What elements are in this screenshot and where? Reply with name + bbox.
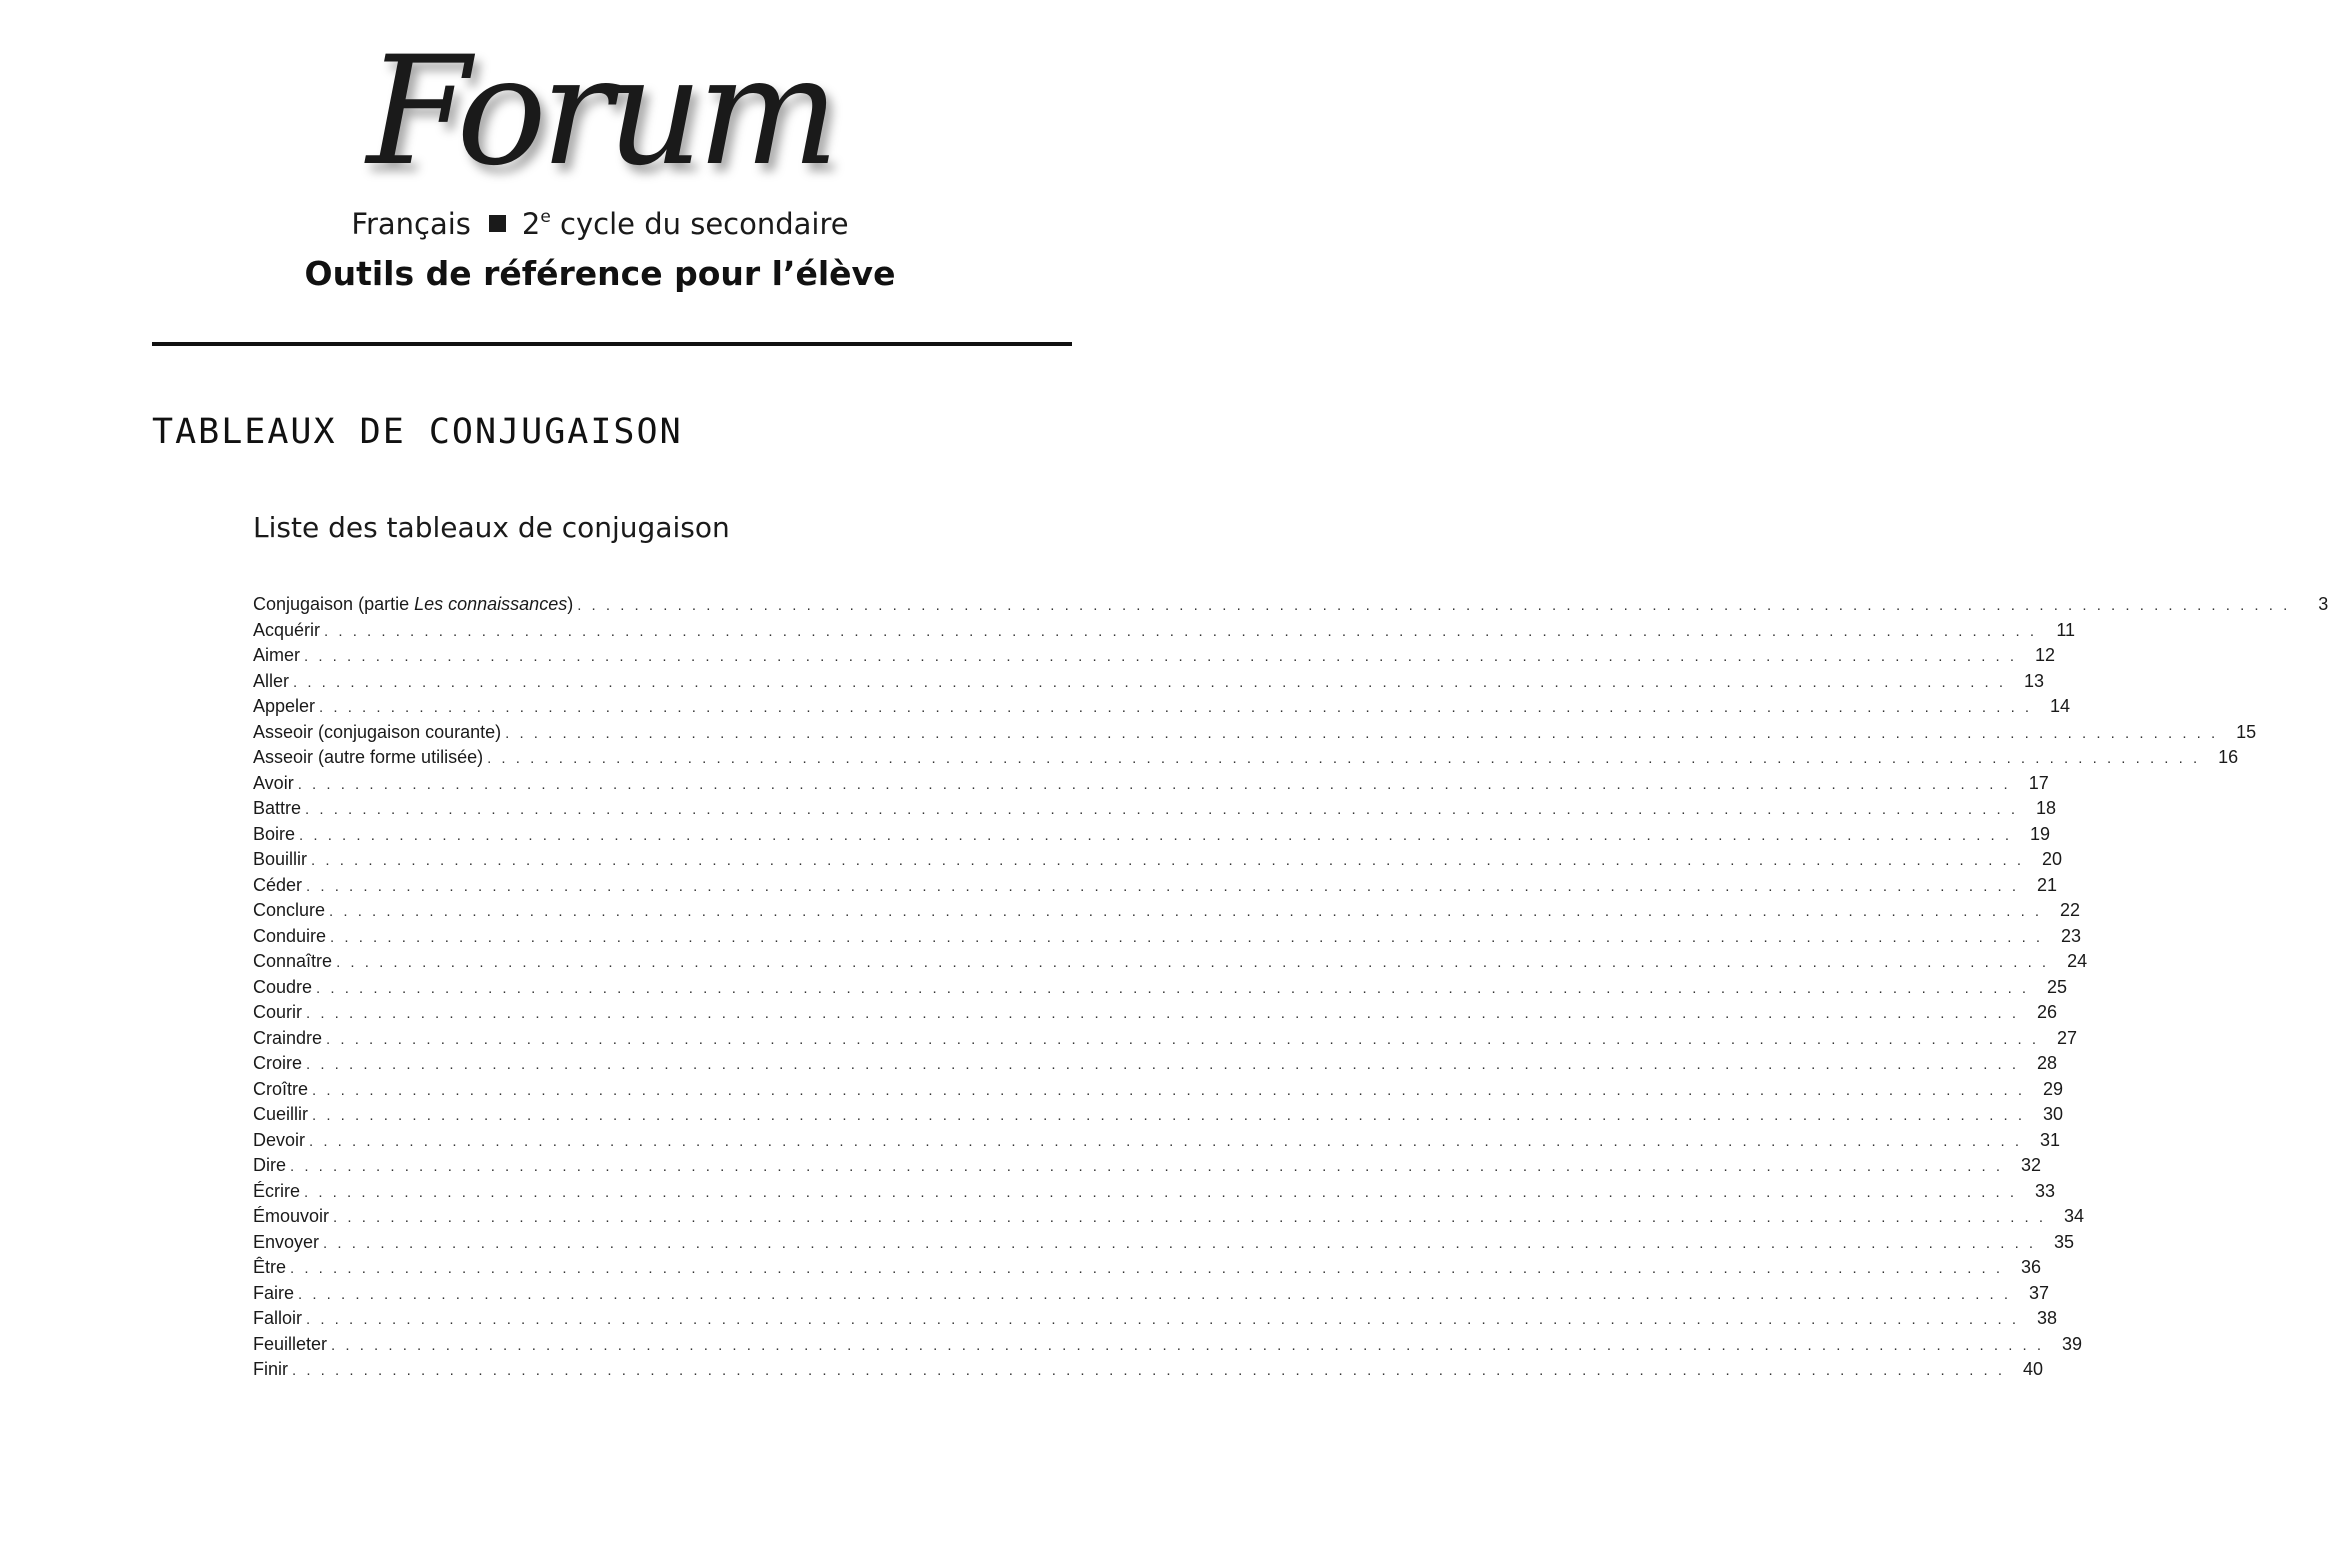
- toc-page-number: 18: [2036, 798, 2057, 818]
- level-text: cycle du secondaire: [560, 207, 849, 241]
- toc-entry: [253, 796, 2057, 822]
- toc-entry-label: Croître: [253, 1078, 309, 1099]
- toc-entry: [253, 1026, 2078, 1052]
- toc-dot-leader: . . . . . . . . . . . . . . . . . . . . . . . . . . . . . . . . . . . . . . . . . . . . . . . . . . . . . . . . . . . . . . . . . . . . . . . . . . . . . . . . . . . . . . . . . . . . . . . . . . . . . . . . . . . . . . . . . . . . . . . .: [304, 648, 2018, 665]
- toc-dot-leader: . . . . . . . . . . . . . . . . . . . . . . . . . . . . . . . . . . . . . . . . . . . . . . . . . . . . . . . . . . . . . . . . . . . . . . . . . . . . . . . . . . . . . . . . . . . . . . . . . . . . . . . . . . . . . . . . . . . . . . . .: [293, 673, 2007, 691]
- list-heading: Liste des tableaux de conjugaison: [253, 511, 730, 544]
- toc-entry-label: Bouillir: [253, 849, 308, 869]
- level-suffix: e: [540, 207, 551, 227]
- toc-page-number: 20: [2042, 849, 2063, 869]
- toc-entry: [253, 618, 2076, 644]
- toc-page-number: 25: [2047, 976, 2068, 997]
- toc-page-number: 31: [2040, 1129, 2061, 1150]
- toc-entry-label: Boire: [253, 823, 296, 844]
- level-number: 2: [521, 207, 541, 241]
- toc-entry: [253, 745, 2239, 771]
- toc-dot-leader: . . . . . . . . . . . . . . . . . . . . . . . . . . . . . . . . . . . . . . . . . . . . . . . . . . . . . . . . . . . . . . . . . . . . . . . . . . . . . . . . . . . . . . . . . . . . . . . . . . . . . . . . . . . . . . . . . . . . . . . .: [487, 750, 2201, 767]
- toc-page-number: 17: [2028, 772, 2049, 793]
- toc-entry-label: Cueillir: [253, 1104, 309, 1124]
- subject-label: Français: [351, 207, 471, 241]
- toc-entry: [253, 1357, 2044, 1383]
- toc-dot-leader: . . . . . . . . . . . . . . . . . . . . . . . . . . . . . . . . . . . . . . . . . . . . . . . . . . . . . . . . . . . . . . . . . . . . . . . . . . . . . . . . . . . . . . . . . . . . . . . . . . . . . . . . . . . . . . . . . . . . . . . .: [577, 597, 2291, 614]
- toc-dot-leader: . . . . . . . . . . . . . . . . . . . . . . . . . . . . . . . . . . . . . . . . . . . . . . . . . . . . . . . . . . . . . . . . . . . . . . . . . . . . . . . . . . . . . . . . . . . . . . . . . . . . . . . . . . . . . . . . . . . . . . . .: [324, 622, 2038, 640]
- toc-entry: [253, 1051, 2058, 1077]
- toc-entry-label: Coudre: [253, 976, 313, 997]
- toc-dot-leader: . . . . . . . . . . . . . . . . . . . . . . . . . . . . . . . . . . . . . . . . . . . . . . . . . . . . . . . . . . . . . . . . . . . . . . . . . . . . . . . . . . . . . . . . . . . . . . . . . . . . . . . . . . . . . . . . . . . . . . . .: [329, 903, 2043, 920]
- toc-entry: [253, 1102, 2064, 1128]
- toc-entry-label: Feuilleter: [253, 1333, 328, 1354]
- toc-entry: [253, 1000, 2058, 1026]
- toc-entry-label: Asseoir (conjugaison courante): [253, 721, 502, 742]
- toc-entry-label: Être: [253, 1257, 287, 1277]
- toc-page-number: 32: [2021, 1155, 2042, 1175]
- toc-entry: [253, 592, 2328, 618]
- toc-page-number: 24: [2067, 951, 2088, 971]
- toc-dot-leader: . . . . . . . . . . . . . . . . . . . . . . . . . . . . . . . . . . . . . . . . . . . . . . . . . . . . . . . . . . . . . . . . . . . . . . . . . . . . . . . . . . . . . . . . . . . . . . . . . . . . . . . . . . . . . . . . . . . . . . . .: [330, 928, 2044, 946]
- toc-entry: [253, 1077, 2064, 1103]
- toc-entry: [253, 1179, 2056, 1205]
- toc-page-number: 39: [2062, 1333, 2083, 1354]
- toc-entry: [253, 822, 2051, 848]
- toc-entry-label: Conjugaison (partie Les connaissances): [253, 594, 574, 614]
- toc-entry: [253, 720, 2257, 746]
- toc-entry-label: Courir: [253, 1002, 303, 1022]
- toc-dot-leader: . . . . . . . . . . . . . . . . . . . . . . . . . . . . . . . . . . . . . . . . . . . . . . . . . . . . . . . . . . . . . . . . . . . . . . . . . . . . . . . . . . . . . . . . . . . . . . . . . . . . . . . . . . . . . . . . . . . . . . . .: [290, 1158, 2004, 1175]
- toc-entry: [253, 898, 2081, 924]
- toc-entry-label: Conclure: [253, 900, 326, 920]
- toc-page-number: 11: [2056, 619, 2076, 640]
- toc-page-number: 16: [2218, 747, 2239, 767]
- toc-entry-label: Craindre: [253, 1027, 323, 1048]
- toc-page-number: 23: [2061, 925, 2082, 946]
- toc-entry: [253, 949, 2088, 975]
- toc-dot-leader: . . . . . . . . . . . . . . . . . . . . . . . . . . . . . . . . . . . . . . . . . . . . . . . . . . . . . . . . . . . . . . . . . . . . . . . . . . . . . . . . . . . . . . . . . . . . . . . . . . . . . . . . . . . . . . . . . . . . . . . .: [311, 852, 2025, 869]
- toc-entry-label: Envoyer: [253, 1231, 320, 1252]
- toc-entry: [253, 643, 2056, 669]
- toc-page-number: 14: [2050, 696, 2071, 716]
- toc-dot-leader: . . . . . . . . . . . . . . . . . . . . . . . . . . . . . . . . . . . . . . . . . . . . . . . . . . . . . . . . . . . . . . . . . . . . . . . . . . . . . . . . . . . . . . . . . . . . . . . . . . . . . . . . . . . . . . . . . . . . . . . .: [299, 826, 2013, 844]
- toc-dot-leader: . . . . . . . . . . . . . . . . . . . . . . . . . . . . . . . . . . . . . . . . . . . . . . . . . . . . . . . . . . . . . . . . . . . . . . . . . . . . . . . . . . . . . . . . . . . . . . . . . . . . . . . . . . . . . . . . . . . . . . . .: [312, 1107, 2026, 1124]
- toc-page-number: 28: [2037, 1053, 2058, 1073]
- toc-entry: [253, 847, 2063, 873]
- page-title: Outils de référence pour l’élève: [304, 254, 896, 293]
- toc-dot-leader: . . . . . . . . . . . . . . . . . . . . . . . . . . . . . . . . . . . . . . . . . . . . . . . . . . . . . . . . . . . . . . . . . . . . . . . . . . . . . . . . . . . . . . . . . . . . . . . . . . . . . . . . . . . . . . . . . . . . . . . .: [298, 1285, 2012, 1303]
- toc-dot-leader: . . . . . . . . . . . . . . . . . . . . . . . . . . . . . . . . . . . . . . . . . . . . . . . . . . . . . . . . . . . . . . . . . . . . . . . . . . . . . . . . . . . . . . . . . . . . . . . . . . . . . . . . . . . . . . . . . . . . . . . .: [304, 1183, 2018, 1201]
- toc-page-number: 3: [2318, 594, 2328, 614]
- toc-dot-leader: . . . . . . . . . . . . . . . . . . . . . . . . . . . . . . . . . . . . . . . . . . . . . . . . . . . . . . . . . . . . . . . . . . . . . . . . . . . . . . . . . . . . . . . . . . . . . . . . . . . . . . . . . . . . . . . . . . . . . . . .: [306, 1056, 2020, 1073]
- toc-dot-leader: . . . . . . . . . . . . . . . . . . . . . . . . . . . . . . . . . . . . . . . . . . . . . . . . . . . . . . . . . . . . . . . . . . . . . . . . . . . . . . . . . . . . . . . . . . . . . . . . . . . . . . . . . . . . . . . . . . . . . . . .: [316, 979, 2030, 997]
- toc-entry: [253, 975, 2068, 1001]
- toc-page-number: 27: [2057, 1027, 2078, 1048]
- toc-entry-label: Écrire: [253, 1180, 301, 1201]
- toc-dot-leader: . . . . . . . . . . . . . . . . . . . . . . . . . . . . . . . . . . . . . . . . . . . . . . . . . . . . . . . . . . . . . . . . . . . . . . . . . . . . . . . . . . . . . . . . . . . . . . . . . . . . . . . . . . . . . . . . . . . . . . . .: [312, 1081, 2026, 1099]
- toc-entry-label: Devoir: [253, 1129, 306, 1150]
- toc-dot-leader: . . . . . . . . . . . . . . . . . . . . . . . . . . . . . . . . . . . . . . . . . . . . . . . . . . . . . . . . . . . . . . . . . . . . . . . . . . . . . . . . . . . . . . . . . . . . . . . . . . . . . . . . . . . . . . . . . . . . . . . .: [292, 1362, 2006, 1379]
- toc-page-number: 21: [2037, 874, 2058, 895]
- toc-page-number: 19: [2030, 823, 2051, 844]
- toc-entry-label: Émouvoir: [253, 1206, 330, 1226]
- toc-page-number: 12: [2035, 645, 2056, 665]
- toc-entry: [253, 694, 2071, 720]
- toc-entry-label: Connaître: [253, 951, 333, 971]
- toc-page-number: 37: [2029, 1282, 2050, 1303]
- toc-entry-label: Céder: [253, 874, 303, 895]
- toc-dot-leader: . . . . . . . . . . . . . . . . . . . . . . . . . . . . . . . . . . . . . . . . . . . . . . . . . . . . . . . . . . . . . . . . . . . . . . . . . . . . . . . . . . . . . . . . . . . . . . . . . . . . . . . . . . . . . . . . . . . . . . . .: [336, 954, 2050, 971]
- toc-dot-leader: . . . . . . . . . . . . . . . . . . . . . . . . . . . . . . . . . . . . . . . . . . . . . . . . . . . . . . . . . . . . . . . . . . . . . . . . . . . . . . . . . . . . . . . . . . . . . . . . . . . . . . . . . . . . . . . . . . . . . . . .: [505, 724, 2219, 742]
- toc-page-number: 15: [2236, 721, 2257, 742]
- toc-entry: [253, 1332, 2083, 1358]
- toc-entry: [253, 1153, 2042, 1179]
- toc-dot-leader: . . . . . . . . . . . . . . . . . . . . . . . . . . . . . . . . . . . . . . . . . . . . . . . . . . . . . . . . . . . . . . . . . . . . . . . . . . . . . . . . . . . . . . . . . . . . . . . . . . . . . . . . . . . . . . . . . . . . . . . .: [306, 877, 2020, 895]
- toc-entry: [253, 669, 2045, 695]
- section-heading: TABLEAUX DE CONJUGAISON: [152, 412, 683, 452]
- toc-dot-leader: . . . . . . . . . . . . . . . . . . . . . . . . . . . . . . . . . . . . . . . . . . . . . . . . . . . . . . . . . . . . . . . . . . . . . . . . . . . . . . . . . . . . . . . . . . . . . . . . . . . . . . . . . . . . . . . . . . . . . . . .: [323, 1234, 2037, 1252]
- toc-dot-leader: . . . . . . . . . . . . . . . . . . . . . . . . . . . . . . . . . . . . . . . . . . . . . . . . . . . . . . . . . . . . . . . . . . . . . . . . . . . . . . . . . . . . . . . . . . . . . . . . . . . . . . . . . . . . . . . . . . . . . . . .: [306, 1005, 2020, 1022]
- toc-page-number: 13: [2024, 670, 2045, 691]
- toc-dot-leader: . . . . . . . . . . . . . . . . . . . . . . . . . . . . . . . . . . . . . . . . . . . . . . . . . . . . . . . . . . . . . . . . . . . . . . . . . . . . . . . . . . . . . . . . . . . . . . . . . . . . . . . . . . . . . . . . . . . . . . . .: [333, 1209, 2047, 1226]
- toc-dot-leader: . . . . . . . . . . . . . . . . . . . . . . . . . . . . . . . . . . . . . . . . . . . . . . . . . . . . . . . . . . . . . . . . . . . . . . . . . . . . . . . . . . . . . . . . . . . . . . . . . . . . . . . . . . . . . . . . . . . . . . . .: [305, 801, 2019, 818]
- toc-entry-label: Aller: [253, 670, 290, 691]
- toc-entry: [253, 873, 2058, 899]
- toc-entry: [253, 1204, 2085, 1230]
- toc-page-number: 29: [2043, 1078, 2064, 1099]
- toc-entry-label: Avoir: [253, 772, 294, 793]
- toc-entry-label: Dire: [253, 1155, 287, 1175]
- toc-dot-leader: . . . . . . . . . . . . . . . . . . . . . . . . . . . . . . . . . . . . . . . . . . . . . . . . . . . . . . . . . . . . . . . . . . . . . . . . . . . . . . . . . . . . . . . . . . . . . . . . . . . . . . . . . . . . . . . . . . . . . . . .: [326, 1030, 2040, 1048]
- forum-logo: Forum: [366, 25, 834, 199]
- toc-page-number: 38: [2037, 1308, 2058, 1328]
- square-separator-icon: [489, 215, 506, 232]
- toc-entry-label: Asseoir (autre forme utilisée): [253, 747, 484, 767]
- toc-entry-label: Acquérir: [253, 619, 321, 640]
- toc-entry: [253, 1306, 2058, 1332]
- toc-dot-leader: . . . . . . . . . . . . . . . . . . . . . . . . . . . . . . . . . . . . . . . . . . . . . . . . . . . . . . . . . . . . . . . . . . . . . . . . . . . . . . . . . . . . . . . . . . . . . . . . . . . . . . . . . . . . . . . . . . . . . . . .: [331, 1336, 2045, 1354]
- toc-page-number: 22: [2060, 900, 2081, 920]
- toc-page-number: 33: [2035, 1180, 2056, 1201]
- toc-entry: [253, 1255, 2042, 1281]
- toc-page-number: 40: [2023, 1359, 2044, 1379]
- toc-entry: [253, 1230, 2075, 1256]
- toc-dot-leader: . . . . . . . . . . . . . . . . . . . . . . . . . . . . . . . . . . . . . . . . . . . . . . . . . . . . . . . . . . . . . . . . . . . . . . . . . . . . . . . . . . . . . . . . . . . . . . . . . . . . . . . . . . . . . . . . . . . . . . . .: [297, 775, 2011, 793]
- toc-entry-label: Appeler: [253, 696, 316, 716]
- toc-entry: [253, 1128, 2061, 1154]
- toc-page-number: 26: [2037, 1002, 2058, 1022]
- toc-entry: [253, 771, 2049, 797]
- toc-entry-label: Conduire: [253, 925, 327, 946]
- toc-entry: [253, 1281, 2050, 1307]
- toc-page-number: 35: [2054, 1231, 2075, 1252]
- toc-page-number: 36: [2021, 1257, 2042, 1277]
- toc-page-number: 34: [2064, 1206, 2085, 1226]
- toc-entry-italic: Les connaissances: [414, 594, 568, 614]
- table-of-contents: [253, 592, 2328, 1383]
- toc-dot-leader: . . . . . . . . . . . . . . . . . . . . . . . . . . . . . . . . . . . . . . . . . . . . . . . . . . . . . . . . . . . . . . . . . . . . . . . . . . . . . . . . . . . . . . . . . . . . . . . . . . . . . . . . . . . . . . . . . . . . . . . .: [306, 1311, 2020, 1328]
- toc-entry: [253, 924, 2082, 950]
- toc-entry-label: Faire: [253, 1282, 295, 1303]
- toc-entry-label: Falloir: [253, 1308, 303, 1328]
- toc-entry-label: Aimer: [253, 645, 301, 665]
- toc-dot-leader: . . . . . . . . . . . . . . . . . . . . . . . . . . . . . . . . . . . . . . . . . . . . . . . . . . . . . . . . . . . . . . . . . . . . . . . . . . . . . . . . . . . . . . . . . . . . . . . . . . . . . . . . . . . . . . . . . . . . . . . .: [309, 1132, 2023, 1150]
- toc-entry-label: Finir: [253, 1359, 288, 1379]
- subtitle: [0, 204, 1200, 244]
- toc-entry-label: Croire: [253, 1053, 303, 1073]
- toc-page-number: 30: [2043, 1104, 2064, 1124]
- toc-dot-leader: . . . . . . . . . . . . . . . . . . . . . . . . . . . . . . . . . . . . . . . . . . . . . . . . . . . . . . . . . . . . . . . . . . . . . . . . . . . . . . . . . . . . . . . . . . . . . . . . . . . . . . . . . . . . . . . . . . . . . . . .: [319, 699, 2033, 716]
- toc-entry-label: Battre: [253, 798, 302, 818]
- toc-dot-leader: . . . . . . . . . . . . . . . . . . . . . . . . . . . . . . . . . . . . . . . . . . . . . . . . . . . . . . . . . . . . . . . . . . . . . . . . . . . . . . . . . . . . . . . . . . . . . . . . . . . . . . . . . . . . . . . . . . . . . . . .: [290, 1260, 2004, 1277]
- horizontal-divider: [152, 342, 1072, 346]
